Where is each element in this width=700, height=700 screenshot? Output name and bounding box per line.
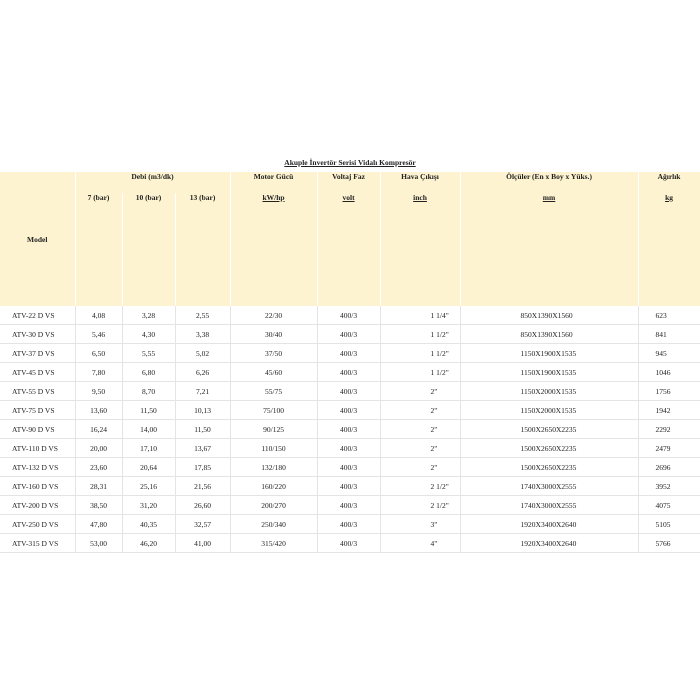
table-row xyxy=(0,325,700,344)
cell-agirlik: 5105 xyxy=(638,515,700,534)
cell-debi-10bar: 14,00 xyxy=(122,420,175,439)
cell-model: ATV-22 D VS xyxy=(0,306,75,325)
cell-hava: 1 1/2" xyxy=(380,344,460,363)
cell-debi-7bar: 9,50 xyxy=(75,382,122,401)
cell-model: ATV-110 D VS xyxy=(0,439,75,458)
cell-olculer: 1500X2650X2235 xyxy=(460,439,638,458)
cell-debi-13bar: 32,57 xyxy=(175,515,230,534)
cell-agirlik: 5766 xyxy=(638,534,700,553)
cell-debi-7bar: 16,24 xyxy=(75,420,122,439)
cell-motor: 132/180 xyxy=(230,458,317,477)
table-title: Akuple İnvertör Serisi Vidalı Kompresör xyxy=(284,158,416,167)
cell-debi-10bar: 4,30 xyxy=(122,325,175,344)
cell-olculer: 1500X2650X2235 xyxy=(460,420,638,439)
cell-debi-13bar: 3,38 xyxy=(175,325,230,344)
cell-voltaj: 400/3 xyxy=(317,439,380,458)
cell-debi-10bar: 20,64 xyxy=(122,458,175,477)
cell-olculer: 1740X3000X2555 xyxy=(460,477,638,496)
cell-hava: 1 1/2" xyxy=(380,325,460,344)
cell-voltaj: 400/3 xyxy=(317,363,380,382)
cell-voltaj: 400/3 xyxy=(317,420,380,439)
cell-olculer: 1150X2000X1535 xyxy=(460,401,638,420)
compressor-spec-table xyxy=(0,172,700,553)
cell-agirlik: 3952 xyxy=(638,477,700,496)
cell-voltaj: 400/3 xyxy=(317,477,380,496)
cell-voltaj: 400/3 xyxy=(317,306,380,325)
cell-olculer: 1920X3400X2640 xyxy=(460,515,638,534)
header-agirlik-unit: kg xyxy=(638,193,700,306)
cell-olculer: 1500X2650X2235 xyxy=(460,458,638,477)
cell-hava: 3" xyxy=(380,515,460,534)
cell-olculer: 850X1390X1560 xyxy=(460,325,638,344)
table-row xyxy=(0,458,700,477)
cell-agirlik: 1046 xyxy=(638,363,700,382)
cell-debi-10bar: 5,55 xyxy=(122,344,175,363)
cell-debi-7bar: 5,46 xyxy=(75,325,122,344)
cell-model: ATV-132 D VS xyxy=(0,458,75,477)
header-7bar: 7 (bar) xyxy=(75,193,122,306)
cell-debi-13bar: 6,26 xyxy=(175,363,230,382)
cell-debi-7bar: 6,50 xyxy=(75,344,122,363)
cell-hava: 2" xyxy=(380,420,460,439)
header-model: Model xyxy=(0,172,75,306)
header-olculer: Ölçüler (En x Boy x Yüks.) xyxy=(460,172,638,193)
cell-debi-7bar: 38,50 xyxy=(75,496,122,515)
cell-olculer: 850X1390X1560 xyxy=(460,306,638,325)
cell-hava: 2 1/2" xyxy=(380,496,460,515)
header-debi: Debi (m3/dk) xyxy=(75,172,230,193)
header-voltaj: Voltaj Faz xyxy=(317,172,380,193)
cell-debi-13bar: 2,55 xyxy=(175,306,230,325)
cell-debi-10bar: 3,28 xyxy=(122,306,175,325)
cell-debi-10bar: 8,70 xyxy=(122,382,175,401)
cell-olculer: 1150X1900X1535 xyxy=(460,363,638,382)
cell-model: ATV-200 D VS xyxy=(0,496,75,515)
header-row-top xyxy=(0,172,700,193)
header-olculer-unit: mm xyxy=(460,193,638,306)
cell-hava: 2" xyxy=(380,382,460,401)
table-body xyxy=(0,306,700,553)
cell-debi-10bar: 46,20 xyxy=(122,534,175,553)
cell-model: ATV-90 D VS xyxy=(0,420,75,439)
cell-voltaj: 400/3 xyxy=(317,382,380,401)
cell-voltaj: 400/3 xyxy=(317,344,380,363)
cell-agirlik: 2696 xyxy=(638,458,700,477)
table-row xyxy=(0,382,700,401)
cell-voltaj: 400/3 xyxy=(317,534,380,553)
cell-motor: 45/60 xyxy=(230,363,317,382)
table-row xyxy=(0,496,700,515)
cell-model: ATV-45 D VS xyxy=(0,363,75,382)
cell-model: ATV-250 D VS xyxy=(0,515,75,534)
cell-voltaj: 400/3 xyxy=(317,458,380,477)
cell-debi-10bar: 31,20 xyxy=(122,496,175,515)
header-motor-unit: kW/hp xyxy=(230,193,317,306)
cell-model: ATV-55 D VS xyxy=(0,382,75,401)
cell-motor: 30/40 xyxy=(230,325,317,344)
cell-hava: 2" xyxy=(380,401,460,420)
header-voltaj-unit: volt xyxy=(317,193,380,306)
cell-olculer: 1150X2000X1535 xyxy=(460,382,638,401)
table-row xyxy=(0,306,700,325)
header-hava: Hava Çıkışı xyxy=(380,172,460,193)
header-agirlik: Ağırlık xyxy=(638,172,700,193)
header-hava-unit: inch xyxy=(380,193,460,306)
cell-olculer: 1740X3000X2555 xyxy=(460,496,638,515)
cell-motor: 37/50 xyxy=(230,344,317,363)
cell-model: ATV-75 D VS xyxy=(0,401,75,420)
cell-debi-13bar: 21,56 xyxy=(175,477,230,496)
cell-debi-10bar: 25,16 xyxy=(122,477,175,496)
cell-agirlik: 841 xyxy=(638,325,700,344)
cell-motor: 22/30 xyxy=(230,306,317,325)
cell-hava: 1 1/4" xyxy=(380,306,460,325)
table-row xyxy=(0,439,700,458)
cell-debi-13bar: 5,02 xyxy=(175,344,230,363)
cell-debi-13bar: 11,50 xyxy=(175,420,230,439)
cell-debi-7bar: 53,00 xyxy=(75,534,122,553)
cell-motor: 160/220 xyxy=(230,477,317,496)
cell-debi-7bar: 23,60 xyxy=(75,458,122,477)
header-10bar: 10 (bar) xyxy=(122,193,175,306)
table-row xyxy=(0,534,700,553)
cell-motor: 250/340 xyxy=(230,515,317,534)
cell-debi-13bar: 7,21 xyxy=(175,382,230,401)
cell-voltaj: 400/3 xyxy=(317,515,380,534)
table-row xyxy=(0,420,700,439)
cell-debi-13bar: 13,67 xyxy=(175,439,230,458)
cell-model: ATV-315 D VS xyxy=(0,534,75,553)
cell-debi-13bar: 10,13 xyxy=(175,401,230,420)
cell-agirlik: 4075 xyxy=(638,496,700,515)
cell-model: ATV-37 D VS xyxy=(0,344,75,363)
cell-debi-7bar: 4,08 xyxy=(75,306,122,325)
cell-agirlik: 2292 xyxy=(638,420,700,439)
cell-hava: 2" xyxy=(380,439,460,458)
cell-agirlik: 945 xyxy=(638,344,700,363)
cell-motor: 315/420 xyxy=(230,534,317,553)
cell-hava: 1 1/2" xyxy=(380,363,460,382)
cell-hava: 2 1/2" xyxy=(380,477,460,496)
cell-debi-7bar: 13,60 xyxy=(75,401,122,420)
cell-voltaj: 400/3 xyxy=(317,496,380,515)
cell-debi-7bar: 20,00 xyxy=(75,439,122,458)
table-row xyxy=(0,344,700,363)
header-motor: Motor Gücü xyxy=(230,172,317,193)
cell-debi-10bar: 40,35 xyxy=(122,515,175,534)
cell-hava: 4" xyxy=(380,534,460,553)
cell-model: ATV-30 D VS xyxy=(0,325,75,344)
cell-hava: 2" xyxy=(380,458,460,477)
cell-debi-13bar: 41,00 xyxy=(175,534,230,553)
cell-debi-10bar: 17,10 xyxy=(122,439,175,458)
cell-voltaj: 400/3 xyxy=(317,401,380,420)
cell-agirlik: 623 xyxy=(638,306,700,325)
cell-motor: 90/125 xyxy=(230,420,317,439)
cell-voltaj: 400/3 xyxy=(317,325,380,344)
cell-debi-7bar: 28,31 xyxy=(75,477,122,496)
cell-debi-10bar: 11,50 xyxy=(122,401,175,420)
cell-model: ATV-160 D VS xyxy=(0,477,75,496)
table-row xyxy=(0,363,700,382)
cell-debi-7bar: 47,80 xyxy=(75,515,122,534)
header-row-units xyxy=(0,193,700,306)
cell-debi-13bar: 26,60 xyxy=(175,496,230,515)
cell-olculer: 1920X3400X2640 xyxy=(460,534,638,553)
cell-debi-13bar: 17,85 xyxy=(175,458,230,477)
header-13bar: 13 (bar) xyxy=(175,193,230,306)
cell-agirlik: 1942 xyxy=(638,401,700,420)
cell-motor: 200/270 xyxy=(230,496,317,515)
cell-olculer: 1150X1900X1535 xyxy=(460,344,638,363)
cell-debi-7bar: 7,80 xyxy=(75,363,122,382)
table-row xyxy=(0,515,700,534)
cell-agirlik: 2479 xyxy=(638,439,700,458)
cell-motor: 75/100 xyxy=(230,401,317,420)
table-row xyxy=(0,401,700,420)
table-row xyxy=(0,477,700,496)
cell-debi-10bar: 6,80 xyxy=(122,363,175,382)
cell-agirlik: 1756 xyxy=(638,382,700,401)
cell-motor: 55/75 xyxy=(230,382,317,401)
cell-motor: 110/150 xyxy=(230,439,317,458)
